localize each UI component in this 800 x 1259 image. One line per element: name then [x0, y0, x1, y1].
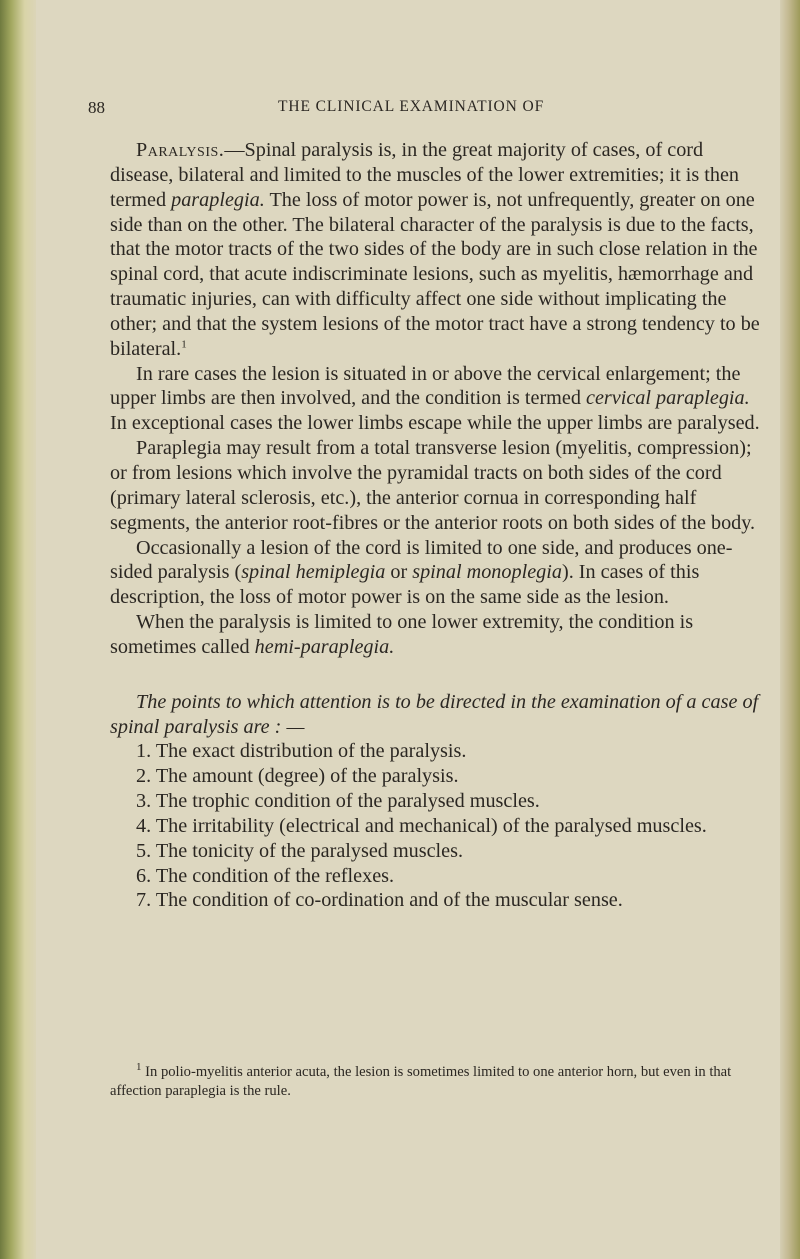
list-item: 3. The trophic condition of the paralysed muscles.: [136, 790, 540, 813]
points-heading: [110, 690, 762, 740]
points-heading-text: The points to which attention is to be directed in the examination of a case of spinal paralysis are : —: [110, 690, 759, 738]
page-right-edge: [778, 0, 800, 1259]
italic-term: cervical paraplegia.: [585, 387, 750, 410]
paragraph-text: In rare cases the lesion is situated in or above the cervical enlargement; the upper limbs are then involved, and the condition is termed: [110, 362, 741, 410]
paragraph-text: ). In cases of this description, the loss of motor power is on the same side as the lesion.: [110, 561, 700, 609]
section-gap: [110, 660, 762, 690]
running-header: [36, 98, 780, 122]
list-item: 2. The amount (degree) of the paralysis.: [136, 765, 459, 788]
book-page: [36, 0, 780, 1259]
page-number: 88: [88, 98, 105, 117]
italic-term: spinal monoplegia: [412, 561, 562, 584]
italic-term: hemi-paraplegia.: [254, 635, 395, 658]
paragraph-text: Paraplegia may result from a total transverse lesion (myelitis, compression); or from lesions which involve the pyramidal tracts on both sides of the cord (primary lateral sclerosis, etc.), the anterior cornua in corresponding half segments, the anterior root-fibres or the anterior roots on both sides of the body.: [110, 437, 756, 534]
footnote-marker: 1: [136, 1061, 142, 1074]
paragraph-causes: [110, 436, 762, 535]
running-title: THE CLINICAL EXAMINATION OF: [278, 98, 545, 115]
body-text: [110, 138, 762, 913]
footnote-reference[interactable]: 1: [181, 338, 187, 351]
italic-term: spinal hemiplegia: [241, 561, 386, 584]
italic-term: paraplegia.: [171, 188, 265, 211]
paragraph-text: In exceptional cases the lower limbs escape while the upper limbs are paralysed.: [110, 412, 760, 435]
paragraph-text: When the paralysis is limited to one lower extremity, the condition is sometimes called: [110, 611, 694, 658]
paragraph-text: —Spinal paralysis is, in the great majority of cases, of cord disease, bilateral and limited to the muscles of the lower extremities; it is then termed: [110, 139, 740, 211]
paragraph-cervical: [110, 362, 762, 437]
connector-text: or: [385, 561, 413, 584]
paragraph-paralysis: [110, 138, 762, 362]
list-item: 4. The irritability (electrical and mechanical) of the paralysed muscles.: [136, 814, 707, 837]
paragraph-text: The loss of motor power is, not unfrequently, greater on one side than on the other. The bilateral character of the paralysis is due to the facts, that the motor tracts of the two sides of the body are in such close relation in the spinal cord, that acute indiscriminate lesions, such as myelitis, hæmorrhage and traumatic injuries, can with difficulty affect one side without implicating the other; and that the system lesions of the motor tract have a strong tendency to be bilateral.: [110, 188, 760, 360]
list-item: 1. The exact distribution of the paralysis.: [136, 740, 467, 763]
paragraph-hemi: [110, 610, 762, 660]
list-item: 7. The condition of co-ordination and of the muscular sense.: [136, 889, 623, 912]
footnote-text: In polio-myelitis anterior acuta, the lesion is sometimes limited to one anterior horn, but even in that affection paraplegia is the rule.: [110, 1064, 732, 1099]
section-lead: Paralysis.: [136, 139, 225, 161]
points-list: [110, 739, 762, 913]
footnote: [110, 1063, 762, 1101]
list-item: 6. The condition of the reflexes.: [136, 864, 395, 887]
paragraph-one-sided: [110, 536, 762, 611]
list-item: 5. The tonicity of the paralysed muscles.: [136, 839, 464, 862]
paragraph-text: Occasionally a lesion of the cord is limited to one side, and produces one-sided paralysis (: [110, 536, 733, 584]
book-binding-edge: [0, 0, 40, 1259]
